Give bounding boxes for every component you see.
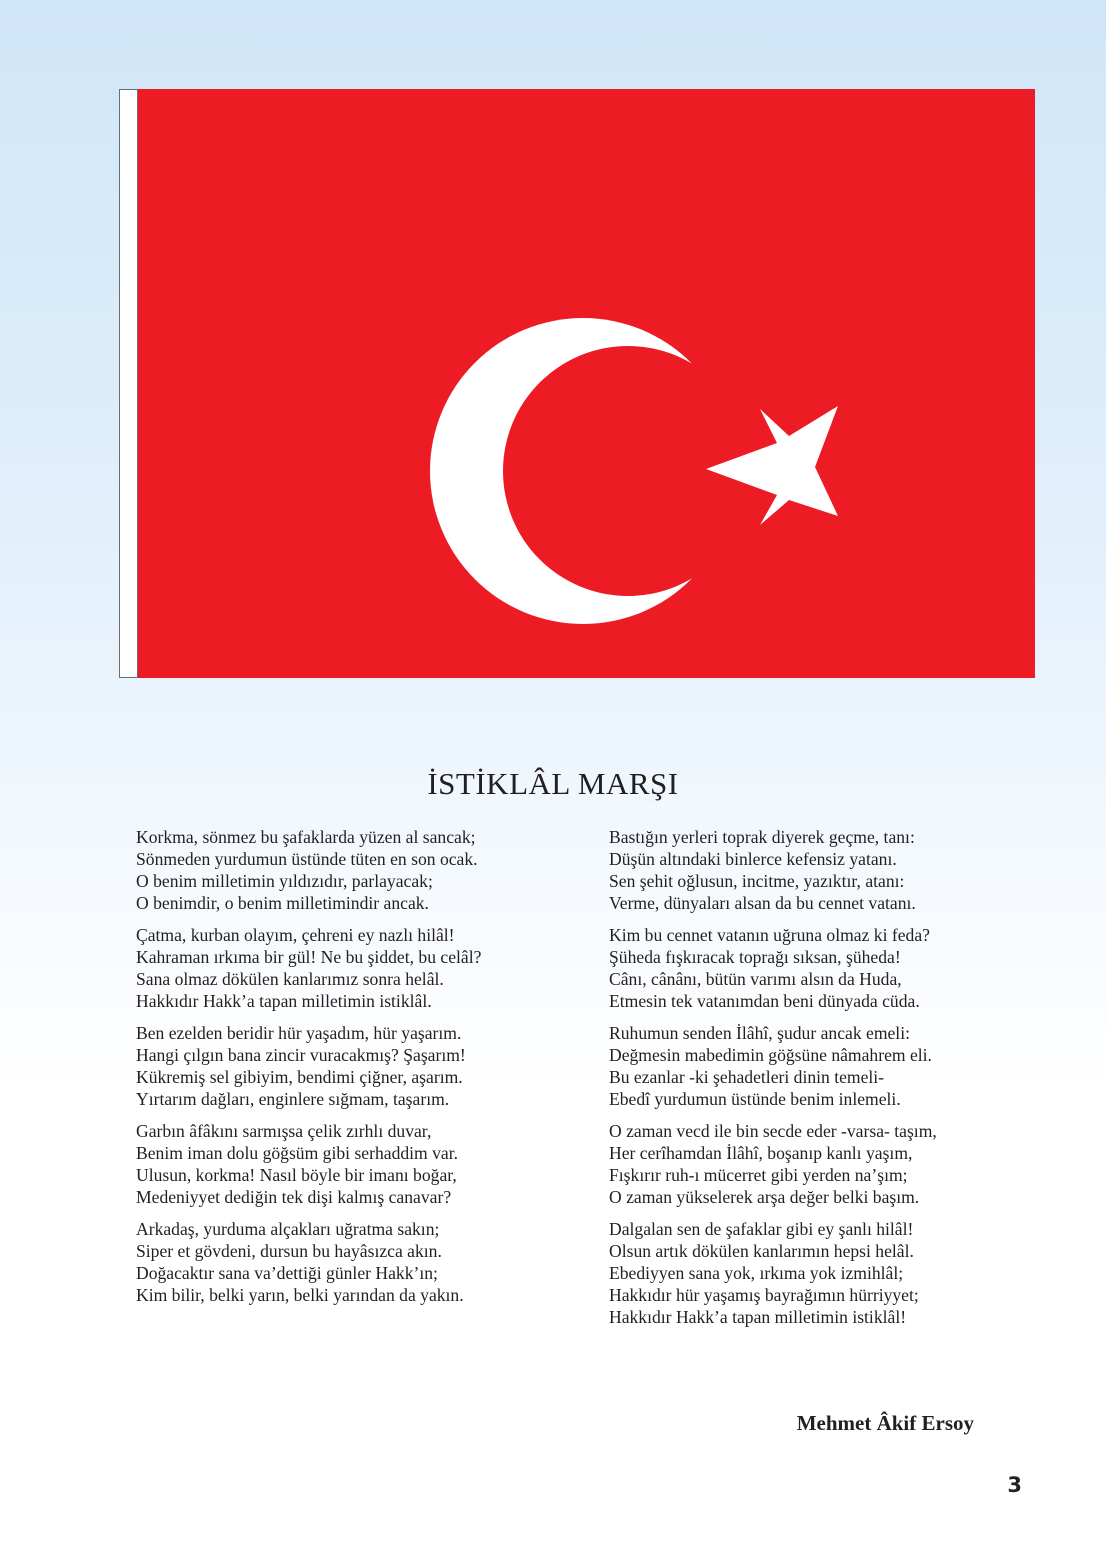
poem-right-column (609, 826, 1029, 1338)
poem-line: Bu ezanlar -ki şehadetleri dinin temeli- (609, 1067, 885, 1087)
poem-line: Yırtarım dağları, enginlere sığmam, taşarım. (136, 1089, 450, 1109)
poem-line: Hakkıdır Hakk’a tapan milletimin istiklâl. (136, 991, 432, 1011)
poem-line: Olsun artık dökülen kanlarımın hepsi helâl. (609, 1241, 914, 1261)
poem-line: Arkadaş, yurduma alçakları uğratma sakın; (136, 1219, 440, 1239)
poem-line: Cânı, cânânı, bütün varımı alsın da Huda, (609, 969, 902, 989)
poem-line: Ulusun, korkma! Nasıl böyle bir imanı boğar, (136, 1165, 457, 1185)
poem-left-column (136, 826, 576, 1316)
turkish-flag (119, 89, 1035, 678)
poem-line: Ebediyyen sana yok, ırkıma yok izmihlâl; (609, 1263, 904, 1283)
stanza (609, 924, 1029, 1012)
poem-line: Sen şehit oğlusun, incitme, yazıktır, atanı: (609, 871, 905, 891)
stanza (136, 1120, 576, 1208)
poem-line: Hakkıdır Hakk’a tapan milletimin istiklâl! (609, 1307, 907, 1327)
poem-line: Kim bilir, belki yarın, belki yarından da yakın. (136, 1285, 464, 1305)
poem-author: Mehmet Âkif Ersoy (796, 1411, 974, 1435)
poem-line: Kükremiş sel gibiyim, bendimi çiğner, aşarım. (136, 1067, 463, 1087)
stanza (609, 1022, 1029, 1110)
poem-line: Kim bu cennet vatanın uğruna olmaz ki feda? (609, 925, 930, 945)
stanza (609, 1120, 1029, 1208)
poem-line: Düşün altındaki binlerce kefensiz yatanı. (609, 849, 897, 869)
stanza (136, 1022, 576, 1110)
poem-line: Korkma, sönmez bu şafaklarda yüzen al sancak; (136, 827, 476, 847)
flag-pole (119, 89, 138, 678)
poem-line: Kahraman ırkıma bir gül! Ne bu şiddet, bu celâl? (136, 947, 482, 967)
stanza (609, 1218, 1029, 1328)
flag-field (138, 89, 1035, 678)
poem-line: Çatma, kurban olayım, çehreni ey nazlı hilâl! (136, 925, 455, 945)
poem-line: Fışkırır ruh-ı mücerret gibi yerden na’şım; (609, 1165, 908, 1185)
poem-line: Verme, dünyaları alsan da bu cennet vatanı. (609, 893, 916, 913)
page-number: 3 (1007, 1473, 1022, 1497)
stanza (136, 826, 576, 914)
poem-line: Dalgalan sen de şafaklar gibi ey şanlı hilâl! (609, 1219, 914, 1239)
poem-line: Her cerîhamdan İlâhî, boşanıp kanlı yaşım, (609, 1143, 913, 1163)
poem-line: Şüheda fışkıracak toprağı sıksan, şüheda! (609, 947, 901, 967)
poem-line: Ben ezelden beridir hür yaşadım, hür yaşarım. (136, 1023, 462, 1043)
poem-title: İSTİKLÂL MARŞI (427, 766, 679, 801)
poem-line: Medeniyyet dediğin tek dişi kalmış canavar? (136, 1187, 452, 1207)
poem-line: O benimdir, o benim milletimindir ancak. (136, 893, 429, 913)
poem-line: Hakkıdır hür yaşamış bayrağımın hürriyyet; (609, 1285, 919, 1305)
poem-line: Benim iman dolu göğsüm gibi serhaddim var. (136, 1143, 459, 1163)
poem-line: Değmesin mabedimin göğsüne nâmahrem eli. (609, 1045, 932, 1065)
poem-line: Siper et gövdeni, dursun bu hayâsızca akın. (136, 1241, 442, 1261)
poem-line: Hangi çılgın bana zincir vuracakmış? Şaşarım! (136, 1045, 466, 1065)
poem-line: Ebedî yurdumun üstünde benim inlemeli. (609, 1089, 901, 1109)
poem-line: O zaman yükselerek arşa değer belki başım. (609, 1187, 920, 1207)
poem-line: Sönmeden yurdumun üstünde tüten en son ocak. (136, 849, 478, 869)
poem-line: Bastığın yerleri toprak diyerek geçme, tanı: (609, 827, 915, 847)
poem-line: Sana olmaz dökülen kanlarımız sonra helâl. (136, 969, 444, 989)
stanza (136, 924, 576, 1012)
poem-line: Garbın âfâkını sarmışsa çelik zırhlı duvar, (136, 1121, 432, 1141)
stanza (136, 1218, 576, 1306)
poem-line: Etmesin tek vatanımdan beni dünyada cüda. (609, 991, 920, 1011)
poem-line: O benim milletimin yıldızıdır, parlayacak; (136, 871, 433, 891)
stanza (609, 826, 1029, 914)
poem-line: Ruhumun senden İlâhî, şudur ancak emeli: (609, 1023, 910, 1043)
poem-line: Doğacaktır sana va’dettiği günler Hakk’ın; (136, 1263, 438, 1283)
poem-line: O zaman vecd ile bin secde eder -varsa- taşım, (609, 1121, 937, 1141)
